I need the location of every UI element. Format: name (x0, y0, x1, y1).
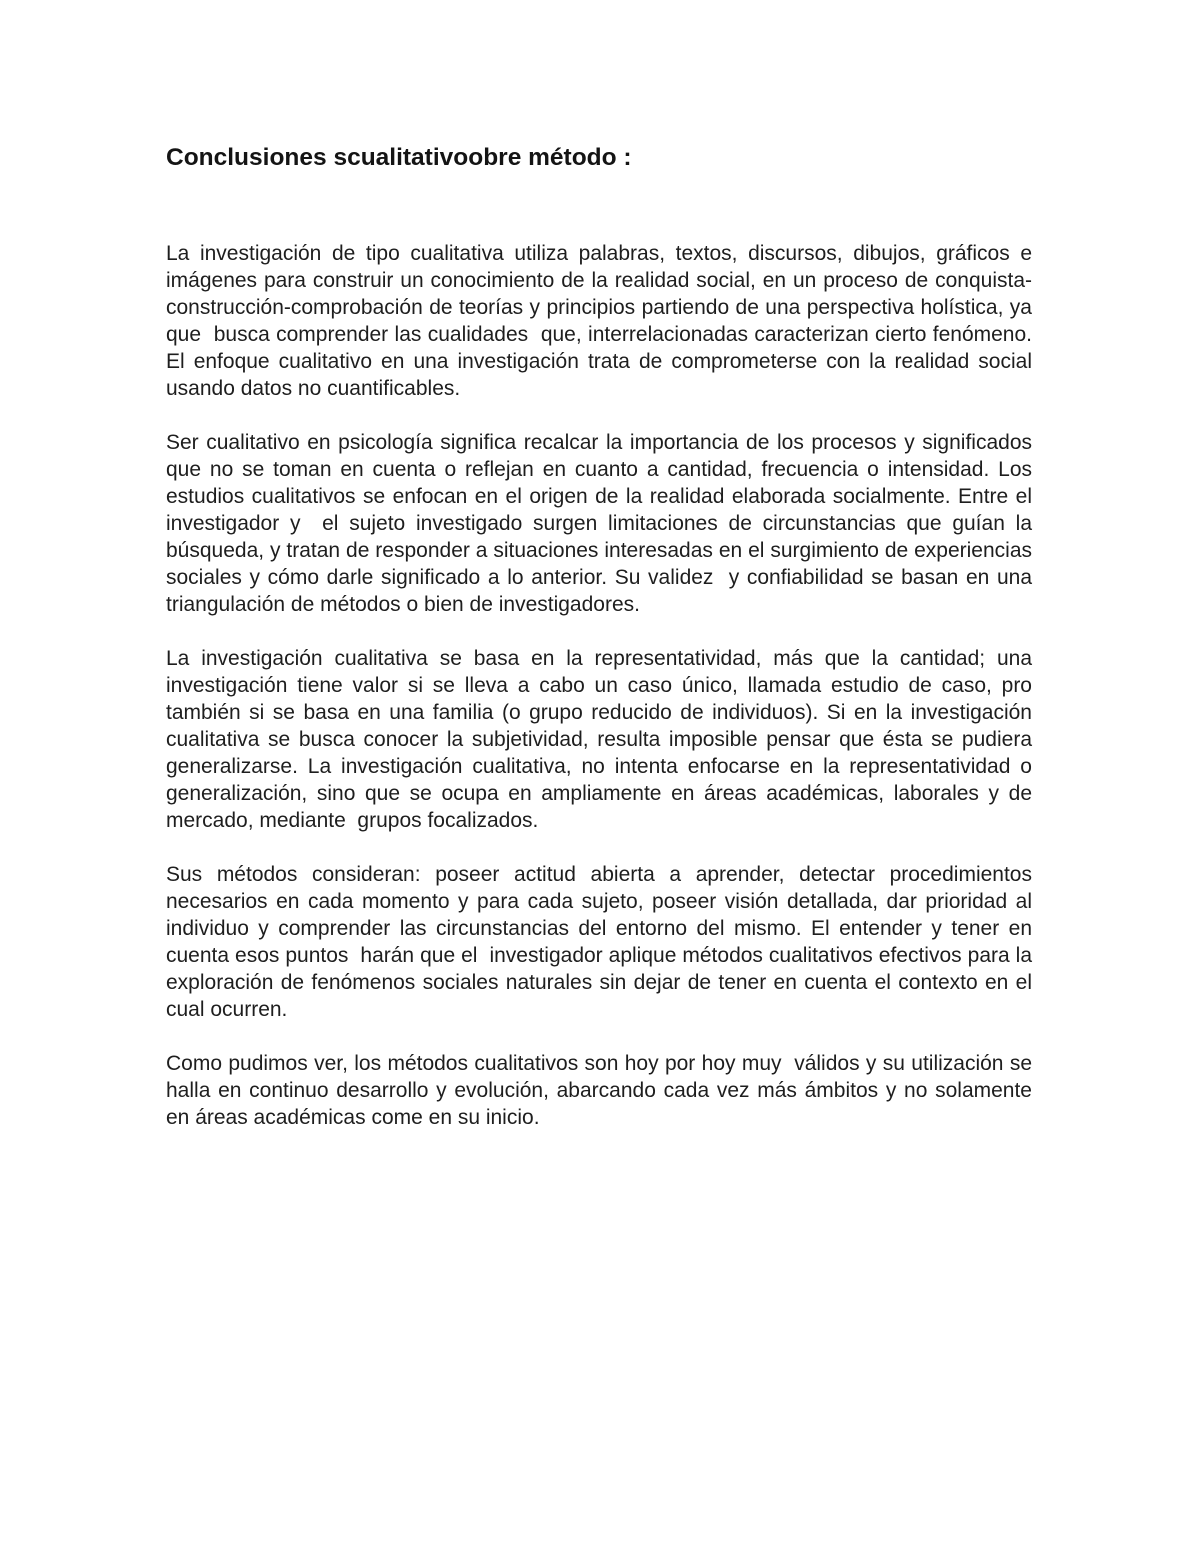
document-body (166, 240, 1038, 1131)
document-content (166, 140, 1038, 1158)
paragraph-3: La investigación cualitativa se basa en la representatividad, más que la cantidad; una investigación tiene valor si se lleva a cabo un caso único, llamada estudio de caso, pro también si se basa en una familia (o grupo reducido de individuos). Si en la investigación cualitativa se busca conocer la subjetividad, resulta imposible pensar que ésta se pudiera generalizarse. La investigación cualitativa, no intenta enfocarse en la representatividad o generalización, sino que se ocupa en ampliamente en áreas académicas, laborales y de mercado, mediante grupos focalizados. (166, 647, 1038, 832)
paragraph-1: La investigación de tipo cualitativa utiliza palabras, textos, discursos, dibujos, gráficos e imágenes para construir un conocimiento de la realidad social, en un proceso de conquista-construcción-comprobación de teorías y principios partiendo de una perspectiva holística, ya que busca comprender las cualidades que, interrelacionadas caracterizan cierto fenómeno. El enfoque cualitativo en una investigación trata de comprometerse con la realidad social usando datos no cuantificables. (166, 242, 1038, 400)
paragraph-2: Ser cualitativo en psicología significa recalcar la importancia de los procesos y significados que no se toman en cuenta o reflejan en cuanto a cantidad, frecuencia o intensidad. Los estudios cualitativos se enfocan en el origen de la realidad elaborada socialmente. Entre el investigador y el sujeto investigado surgen limitaciones de circunstancias que guían la búsqueda, y tratan de responder a situaciones interesadas en el surgimiento de experiencias sociales y cómo darle significado a lo anterior. Su validez y confiabilidad se basan en una triangulación de métodos o bien de investigadores. (166, 431, 1038, 616)
document-title: Conclusiones scualitativoobre método : (166, 144, 632, 171)
paragraph-5: Como pudimos ver, los métodos cualitativos son hoy por hoy muy válidos y su utilización se halla en continuo desarrollo y evolución, abarcando cada vez más ámbitos y no solamente en áreas académicas come en su inicio. (166, 1052, 1038, 1129)
paragraph-4: Sus métodos consideran: poseer actitud abierta a aprender, detectar procedimientos necesarios en cada momento y para cada sujeto, poseer visión detallada, dar prioridad al individuo y comprender las circunstancias del entorno del mismo. El entender y tener en cuenta esos puntos harán que el investigador aplique métodos cualitativos efectivos para la exploración de fenómenos sociales naturales sin dejar de tener en cuenta el contexto en el cual ocurren. (166, 863, 1038, 1021)
